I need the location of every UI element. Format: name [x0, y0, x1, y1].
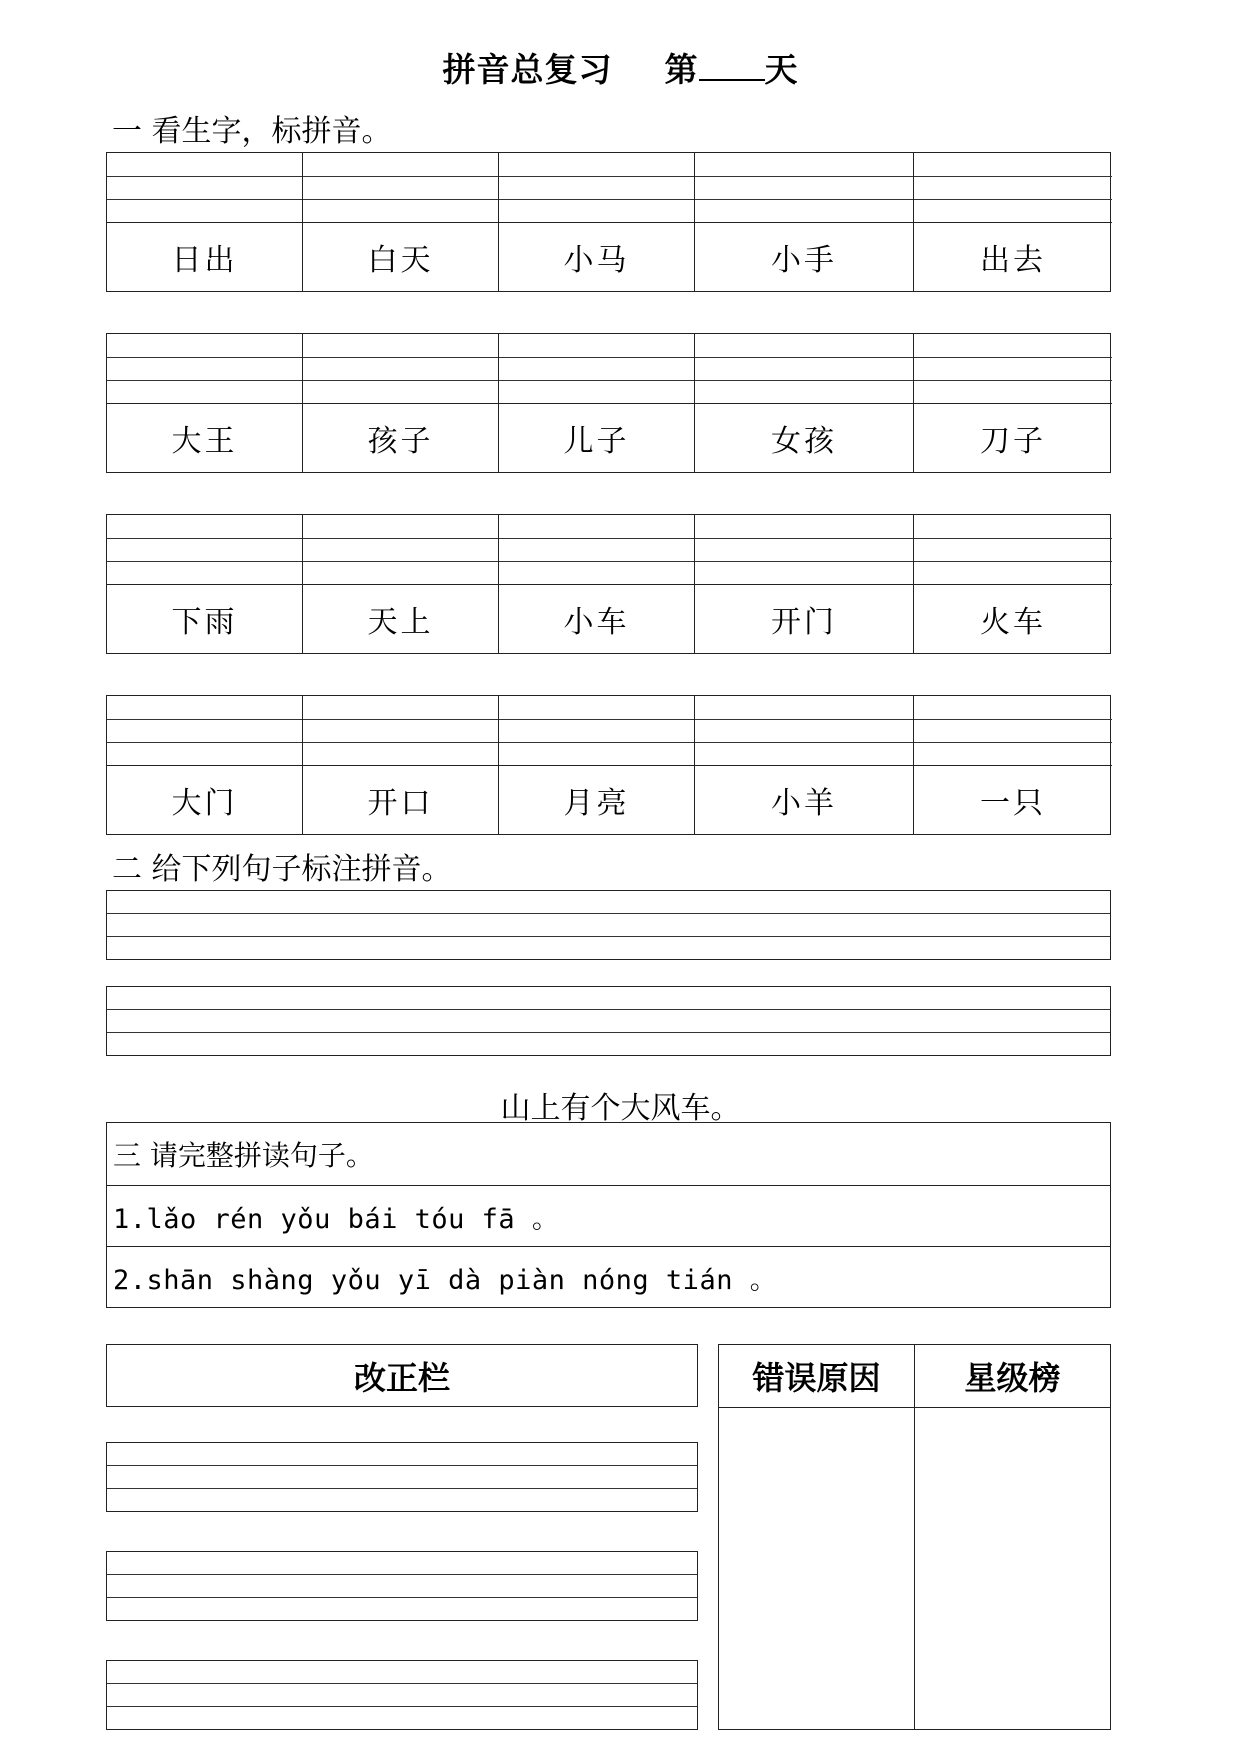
section2-heading: 二 给下列句子标注拼音。: [112, 852, 452, 887]
word-text: 大王: [107, 403, 302, 472]
word-text: 大门: [107, 765, 302, 834]
word-cell[interactable]: [914, 696, 1112, 834]
word-cell[interactable]: [695, 153, 914, 291]
word-text: 下雨: [107, 584, 302, 653]
word-text: 儿子: [499, 403, 694, 472]
pinyin-guide-line: [107, 357, 302, 358]
word-text: 天上: [303, 584, 498, 653]
pinyin-guide-line: [914, 380, 1112, 381]
reason-header: 错误原因: [719, 1345, 914, 1408]
correction-label: 改正栏: [353, 1358, 450, 1397]
sentence-pinyin-lines-2[interactable]: [106, 986, 1111, 1056]
word-text: 孩子: [303, 403, 498, 472]
word-text: 日出: [107, 222, 302, 291]
pinyin-guide-line: [499, 742, 694, 743]
pinyin-guide-line: [107, 380, 302, 381]
pinyin-guide-line: [695, 742, 913, 743]
pinyin-guide-line: [303, 176, 498, 177]
word-cell[interactable]: [695, 515, 914, 653]
word-cell[interactable]: [695, 334, 914, 472]
word-text: 一只: [914, 765, 1112, 834]
pinyin-guide-line: [914, 742, 1112, 743]
word-cell[interactable]: [107, 153, 303, 291]
pinyin-guide-line: [499, 380, 694, 381]
pinyin-guide-line: [107, 538, 302, 539]
word-table-1: [106, 152, 1111, 292]
pinyin-guide-line: [695, 176, 913, 177]
word-cell[interactable]: [499, 153, 695, 291]
word-text: 小车: [499, 584, 694, 653]
word-text: 火车: [914, 584, 1112, 653]
section1-heading: 一 看生字，标拼音。: [112, 114, 392, 149]
evaluation-table: [718, 1344, 1111, 1730]
word-cell[interactable]: [499, 515, 695, 653]
section3-heading: 三 请完整拼读句子。: [113, 1138, 374, 1172]
word-text: 小马: [499, 222, 694, 291]
section3-box: [106, 1122, 1111, 1308]
pinyin-guide-line: [914, 176, 1112, 177]
word-cell[interactable]: [499, 696, 695, 834]
pinyin-guide-line: [303, 380, 498, 381]
pinyin-guide-line: [303, 538, 498, 539]
pinyin-guide-line: [499, 561, 694, 562]
word-table-4: [106, 695, 1111, 835]
word-text: 开口: [303, 765, 498, 834]
correction-lines-2[interactable]: [106, 1551, 698, 1621]
pinyin-guide-line: [695, 357, 913, 358]
pinyin-guide-line: [107, 176, 302, 177]
word-text: 月亮: [499, 765, 694, 834]
word-cell[interactable]: [107, 696, 303, 834]
pinyin-guide-line: [695, 561, 913, 562]
stars-column[interactable]: [915, 1345, 1110, 1729]
title-main: 拼音总复习: [442, 50, 613, 89]
pinyin-guide-line: [303, 199, 498, 200]
pinyin-guide-line: [107, 742, 302, 743]
word-text: 出去: [914, 222, 1112, 291]
pinyin-guide-line: [695, 199, 913, 200]
word-cell[interactable]: [303, 334, 499, 472]
title-tian: 天: [764, 50, 799, 89]
pinyin-guide-line: [303, 561, 498, 562]
pinyin-guide-line: [914, 199, 1112, 200]
word-text: 小羊: [695, 765, 913, 834]
correction-lines-3[interactable]: [106, 1660, 698, 1730]
word-cell[interactable]: [499, 334, 695, 472]
reason-column[interactable]: [719, 1345, 915, 1729]
correction-lines-1[interactable]: [106, 1442, 698, 1512]
word-text: 小手: [695, 222, 913, 291]
pinyin-guide-line: [914, 719, 1112, 720]
word-cell[interactable]: [303, 696, 499, 834]
pinyin-guide-line: [695, 538, 913, 539]
pinyin-guide-line: [499, 199, 694, 200]
word-table-3: [106, 514, 1111, 654]
pinyin-guide-line: [107, 199, 302, 200]
pinyin-guide-line: [695, 719, 913, 720]
page-title: [0, 44, 1241, 91]
word-cell[interactable]: [107, 334, 303, 472]
sentence-pinyin-lines-1[interactable]: [106, 890, 1111, 960]
pinyin-guide-line: [303, 357, 498, 358]
word-cell[interactable]: [914, 153, 1112, 291]
pinyin-guide-line: [914, 561, 1112, 562]
pinyin-line-2: 2.shān shàng yǒu yī dà piàn nóng tián 。: [107, 1246, 1110, 1307]
word-cell[interactable]: [695, 696, 914, 834]
pinyin-guide-line: [499, 357, 694, 358]
pinyin-guide-line: [499, 538, 694, 539]
word-cell[interactable]: [914, 334, 1112, 472]
pinyin-guide-line: [303, 742, 498, 743]
pinyin-guide-line: [499, 176, 694, 177]
pinyin-line-1: 1.lǎo rén yǒu bái tóu fā 。: [107, 1185, 1110, 1246]
title-di: 第: [664, 50, 699, 89]
pinyin-guide-line: [107, 561, 302, 562]
word-table-2: [106, 333, 1111, 473]
stars-header: 星级榜: [915, 1345, 1110, 1408]
day-blank[interactable]: [699, 51, 765, 81]
pinyin-guide-line: [303, 719, 498, 720]
pinyin-guide-line: [914, 357, 1112, 358]
correction-header: [106, 1344, 698, 1407]
sentence-text: 山上有个大风车。: [500, 1091, 741, 1126]
word-cell[interactable]: [303, 515, 499, 653]
word-cell[interactable]: [303, 153, 499, 291]
word-cell[interactable]: [914, 515, 1112, 653]
pinyin-guide-line: [499, 719, 694, 720]
word-text: 女孩: [695, 403, 913, 472]
pinyin-guide-line: [914, 538, 1112, 539]
word-cell[interactable]: [107, 515, 303, 653]
word-text: 刀子: [914, 403, 1112, 472]
pinyin-guide-line: [107, 719, 302, 720]
pinyin-guide-line: [695, 380, 913, 381]
word-text: 开门: [695, 584, 913, 653]
word-text: 白天: [303, 222, 498, 291]
